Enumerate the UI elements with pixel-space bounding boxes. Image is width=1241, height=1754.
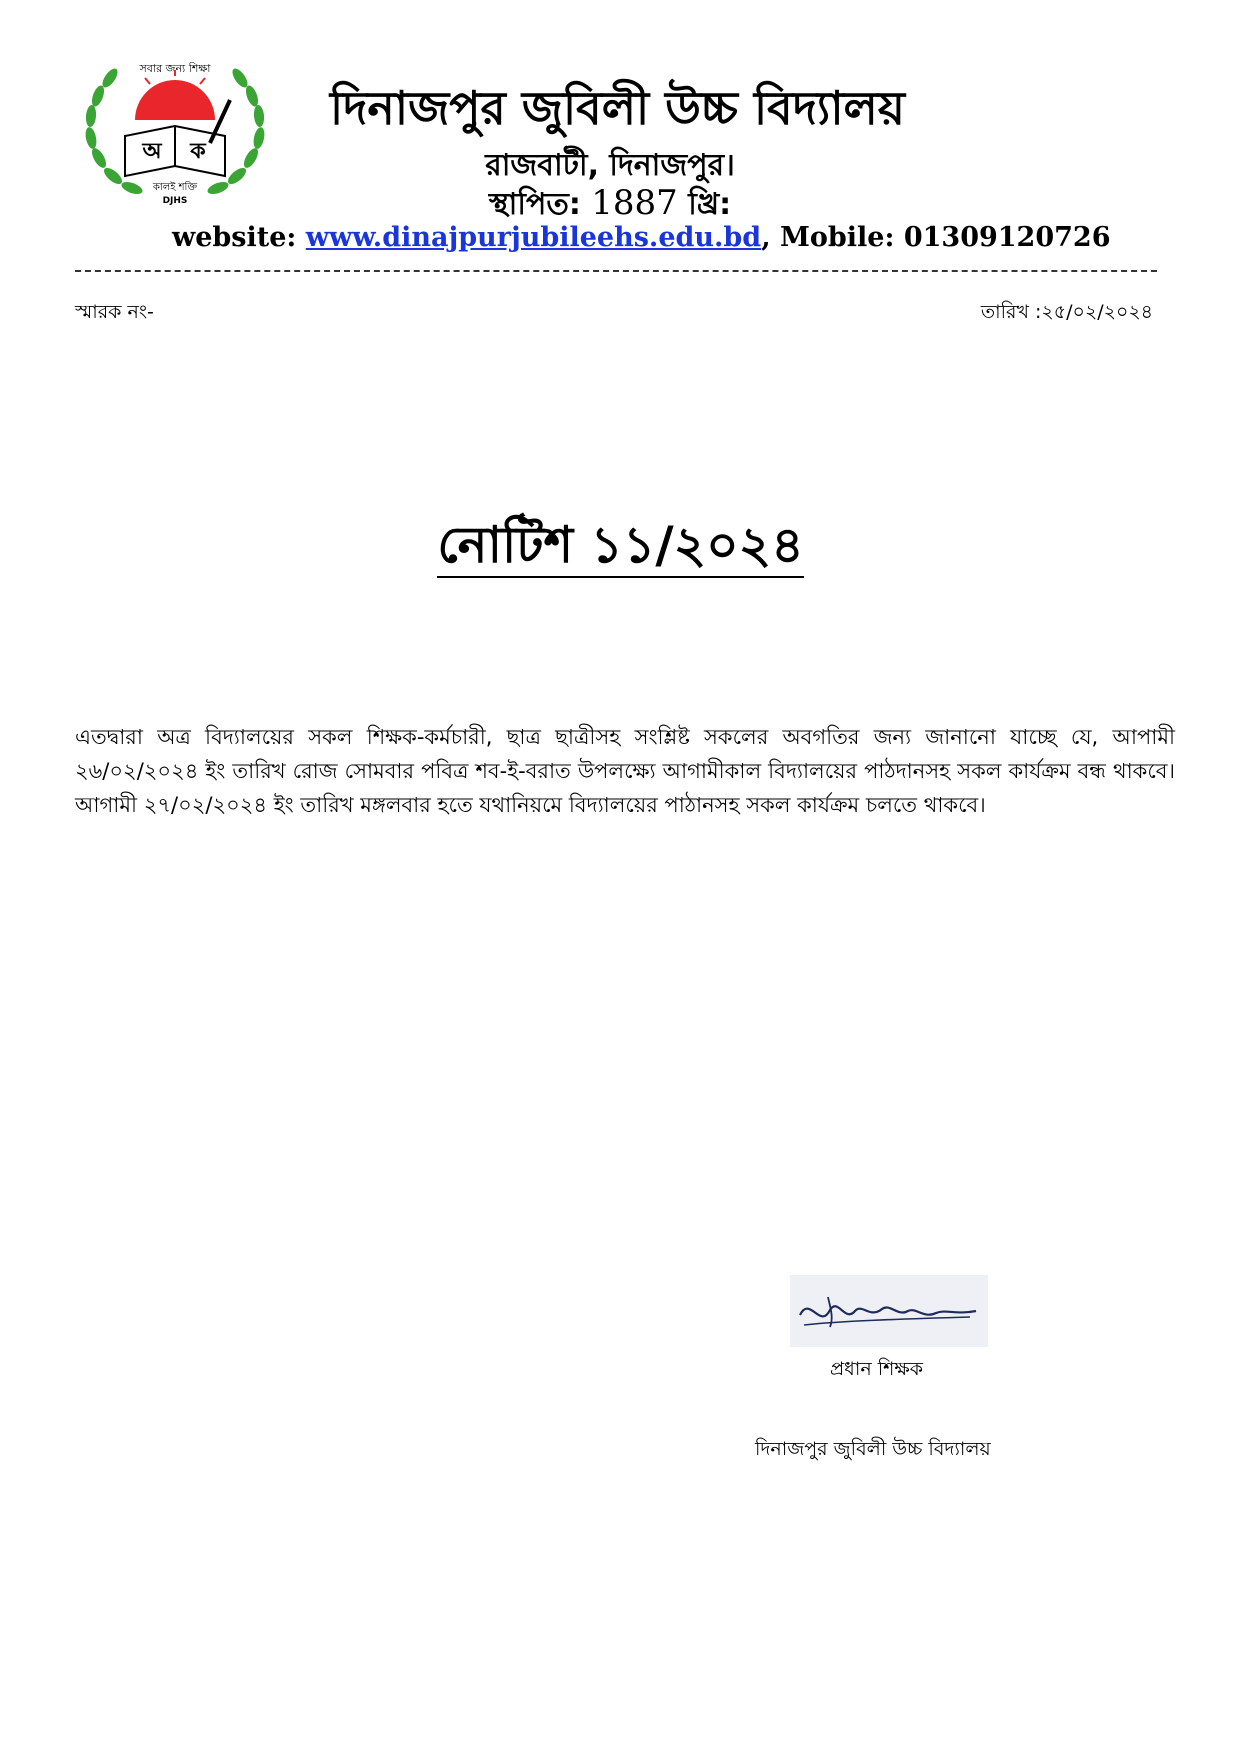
contact-line	[172, 222, 1110, 253]
memo-number: স্মারক নং-	[75, 301, 154, 323]
header-divider	[75, 270, 1157, 272]
signatory-role: প্রধান শিক্ষক	[830, 1358, 924, 1380]
school-logo	[80, 48, 270, 208]
signature-image	[790, 1275, 988, 1347]
website-link[interactable]: www.dinajpurjubileehs.edu.bd	[305, 222, 762, 253]
mobile-number: 01309120726	[903, 222, 1111, 253]
signature-icon	[790, 1275, 988, 1347]
sun-icon	[135, 80, 215, 120]
notice-title	[0, 508, 1241, 591]
logo-arc-text: সবার জন্য শিক্ষা	[139, 62, 211, 75]
notice-body: এতদ্বারা অত্র বিদ্যালয়ের সকল শিক্ষক-কর্মচারী, ছাত্র ছাত্রীসহ সংশ্লিষ্ট সকলের অবগতির জন্য জানানো যাচ্ছে যে, আপামী ২৬/০২/২০২৪ ইং তারিখ রোজ সোমবার পবিত্র শব-ই-বরাত উপলক্ষ্যে আগামীকাল বিদ্যালয়ের পাঠদানসহ সকল কার্যক্রম বন্ধ থাকবে। আগামী ২৭/০২/২০২৪ ইং তারিখ মঙ্গলবার হতে যথানিয়মে বিদ্যালয়ের পাঠানসহ সকল কার্যক্রম চলতে থাকবে।	[75, 725, 1175, 817]
school-address: রাজবাটী, দিনাজপুর।	[485, 148, 735, 183]
logo-code: DJHS	[162, 196, 188, 206]
notice-date: তারিখ :২৫/০২/২০২৪	[980, 301, 1153, 323]
website-label: website:	[172, 222, 297, 253]
logo-letter-2: ক	[190, 139, 206, 164]
laurel-left-icon	[84, 66, 144, 196]
logo-letter-1: অ	[142, 139, 162, 164]
logo-bottom-text: কালই শক্তি	[152, 182, 198, 193]
signatory-school: দিনাজপুর জুবিলী উচ্চ বিদ্যালয়	[755, 1438, 991, 1460]
established-year: 1887	[591, 183, 678, 223]
notice-title-text: নোটিশ ১১/২০২৪	[437, 516, 803, 578]
established-suffix: খ্রি:	[688, 187, 732, 222]
established-label: স্থাপিত:	[488, 187, 581, 222]
mobile-label: , Mobile:	[761, 222, 895, 253]
school-name: দিনাজপুর জুবিলী উচ্চ বিদ্যালয়	[330, 81, 905, 135]
